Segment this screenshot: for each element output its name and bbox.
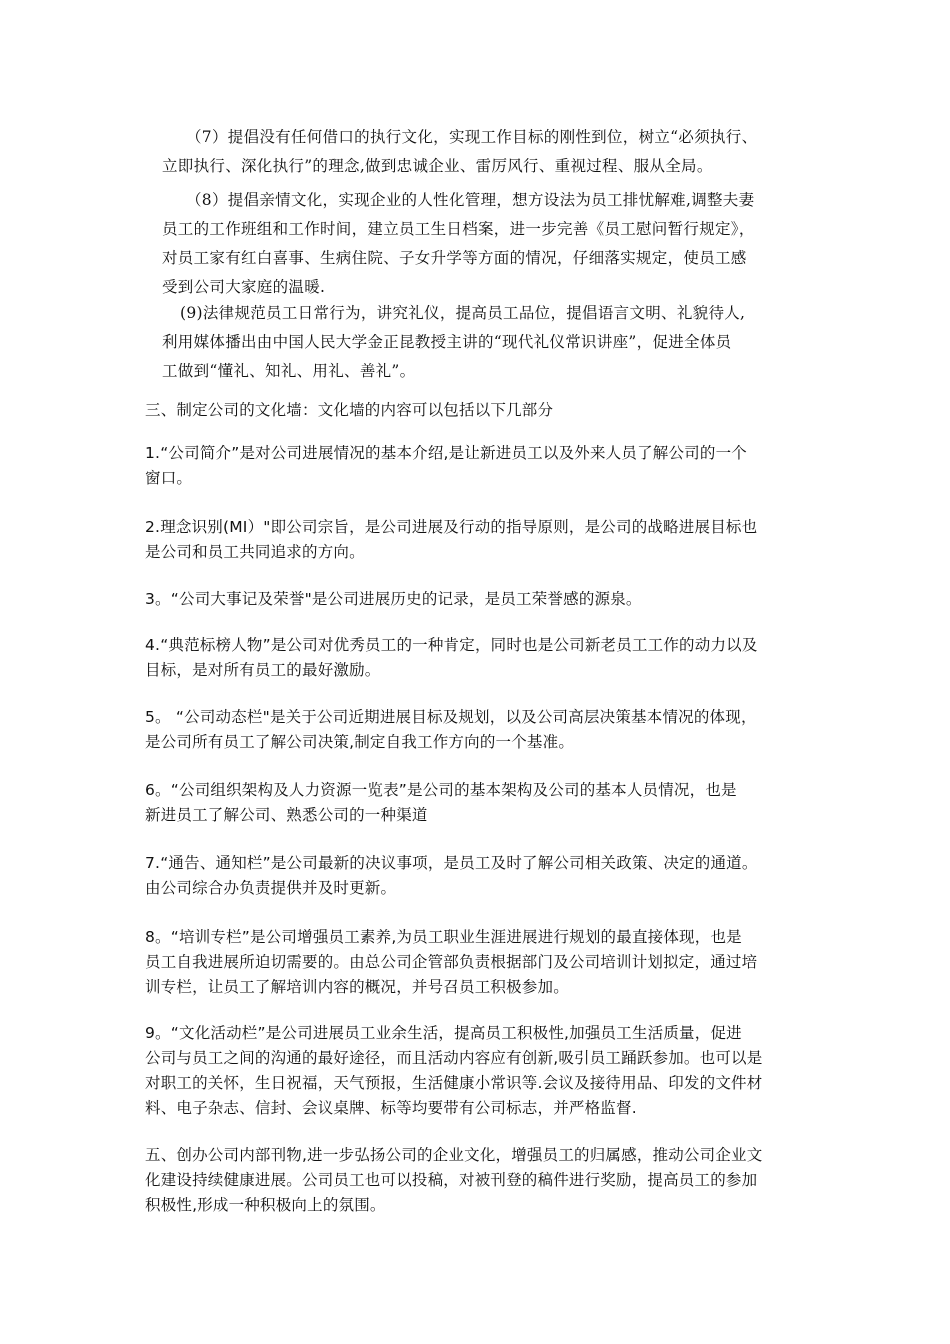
- paragraph-8: [162, 186, 802, 302]
- list-item-1: [145, 441, 810, 491]
- heading-text: 三、制定公司的文化墙：文化墙的内容可以包括以下几部分: [145, 401, 554, 419]
- text-line: 6。“公司组织架构及人力资源一览表”是公司的基本架构及公司的基本人员情况，也是: [145, 781, 737, 799]
- text-line: 由公司综合办负责提供并及时更新。: [145, 879, 397, 897]
- text-line: 8。“培训专栏”是公司增强员工素养,为员工职业生涯进展进行规划的最直接体现，也是: [145, 928, 742, 946]
- text-line: 是公司所有员工了解公司决策,制定自我工作方向的一个基准。: [145, 733, 575, 751]
- text-line: 窗口。: [145, 469, 193, 487]
- text-line: 受到公司大家庭的温暖.: [162, 278, 326, 296]
- text-line: （8）提倡亲情文化，实现企业的人性化管理，想方设法为员工排忧解难,调整夫妻: [186, 191, 755, 209]
- paragraph-9: [162, 299, 802, 386]
- list-item-5: [145, 705, 810, 755]
- text-line: 化建设持续健康进展。公司员工也可以投稿，对被刊登的稿件进行奖励，提高员工的参加: [145, 1171, 758, 1189]
- text-line: 新进员工了解公司、熟悉公司的一种渠道: [145, 806, 428, 824]
- text-line: 是公司和员工共同追求的方向。: [145, 543, 365, 561]
- text-line: 料、电子杂志、信封、会议桌牌、标等均要带有公司标志，并严格监督.: [145, 1099, 637, 1117]
- list-item-8: [145, 925, 810, 1000]
- list-item-4: [145, 633, 810, 683]
- text-line: 工做到“懂礼、知礼、用礼、善礼”。: [162, 362, 416, 380]
- text-line: 目标，是对所有员工的最好激励。: [145, 661, 381, 679]
- list-item-3: [145, 587, 810, 612]
- text-line: 积极性,形成一种积极向上的氛围。: [145, 1196, 386, 1214]
- text-line: (9)法律规范员工日常行为，讲究礼仪，提高员工品位，提倡语言文明、礼貌待人,: [180, 304, 746, 322]
- list-item-6: [145, 778, 810, 828]
- text-line: 训专栏，让员工了解培训内容的概况，并号召员工积极参加。: [145, 978, 569, 996]
- section-heading: [145, 398, 810, 423]
- text-line: 1.“公司简介”是对公司进展情况的基本介绍,是让新进员工以及外来人员了解公司的一个: [145, 444, 747, 462]
- text-line: 7.“通告、通知栏”是公司最新的决议事项，是员工及时了解公司相关政策、决定的通道。: [145, 854, 758, 872]
- text-line: 2.理念识别(MI）"即公司宗旨，是公司进展及行动的指导原则，是公司的战略进展目标也: [145, 518, 758, 536]
- list-item-7: [145, 851, 810, 901]
- text-line: 3。“公司大事记及荣誉"是公司进展历史的记录，是员工荣誉感的源泉。: [145, 590, 642, 608]
- list-item-9: [145, 1021, 810, 1121]
- text-line: 9。“文化活动栏”是公司进展员工业余生活，提高员工积极性,加强员工生活质量，促进: [145, 1024, 742, 1042]
- text-line: 公司与员工之间的沟通的最好途径，而且活动内容应有创新,吸引员工踊跃参加。也可以是: [145, 1049, 763, 1067]
- paragraph-7: [162, 123, 802, 181]
- text-line: 对员工家有红白喜事、生病住院、子女升学等方面的情况，仔细落实规定，使员工感: [162, 249, 747, 267]
- list-item-2: [145, 515, 810, 565]
- text-line: 五、创办公司内部刊物,进一步弘扬公司的企业文化，增强员工的归属感，推动公司企业文: [145, 1146, 763, 1164]
- section-five: [145, 1143, 810, 1218]
- text-line: 立即执行、深化执行”的理念,做到忠诚企业、雷厉风行、重视过程、服从全局。: [162, 157, 713, 175]
- text-line: 5。 “公司动态栏"是关于公司近期进展目标及规划，以及公司高层决策基本情况的体现，: [145, 708, 757, 726]
- text-line: 对职工的关怀，生日祝福，天气预报，生活健康小常识等.会议及接待用品、印发的文件材: [145, 1074, 763, 1092]
- text-line: 员工的工作班组和工作时间，建立员工生日档案，进一步完善《员工慰问暂行规定》，: [162, 220, 755, 238]
- text-line: 员工自我进展所迫切需要的。由总公司企管部负责根据部门及公司培训计划拟定，通过培: [145, 953, 758, 971]
- text-line: （7）提倡没有任何借口的执行文化，实现工作目标的刚性到位，树立“必须执行、: [186, 128, 758, 146]
- text-line: 利用媒体播出由中国人民大学金正昆教授主讲的“现代礼仪常识讲座”，促进全体员: [162, 333, 732, 351]
- text-line: 4.“典范标榜人物”是公司对优秀员工的一种肯定，同时也是公司新老员工工作的动力以及: [145, 636, 758, 654]
